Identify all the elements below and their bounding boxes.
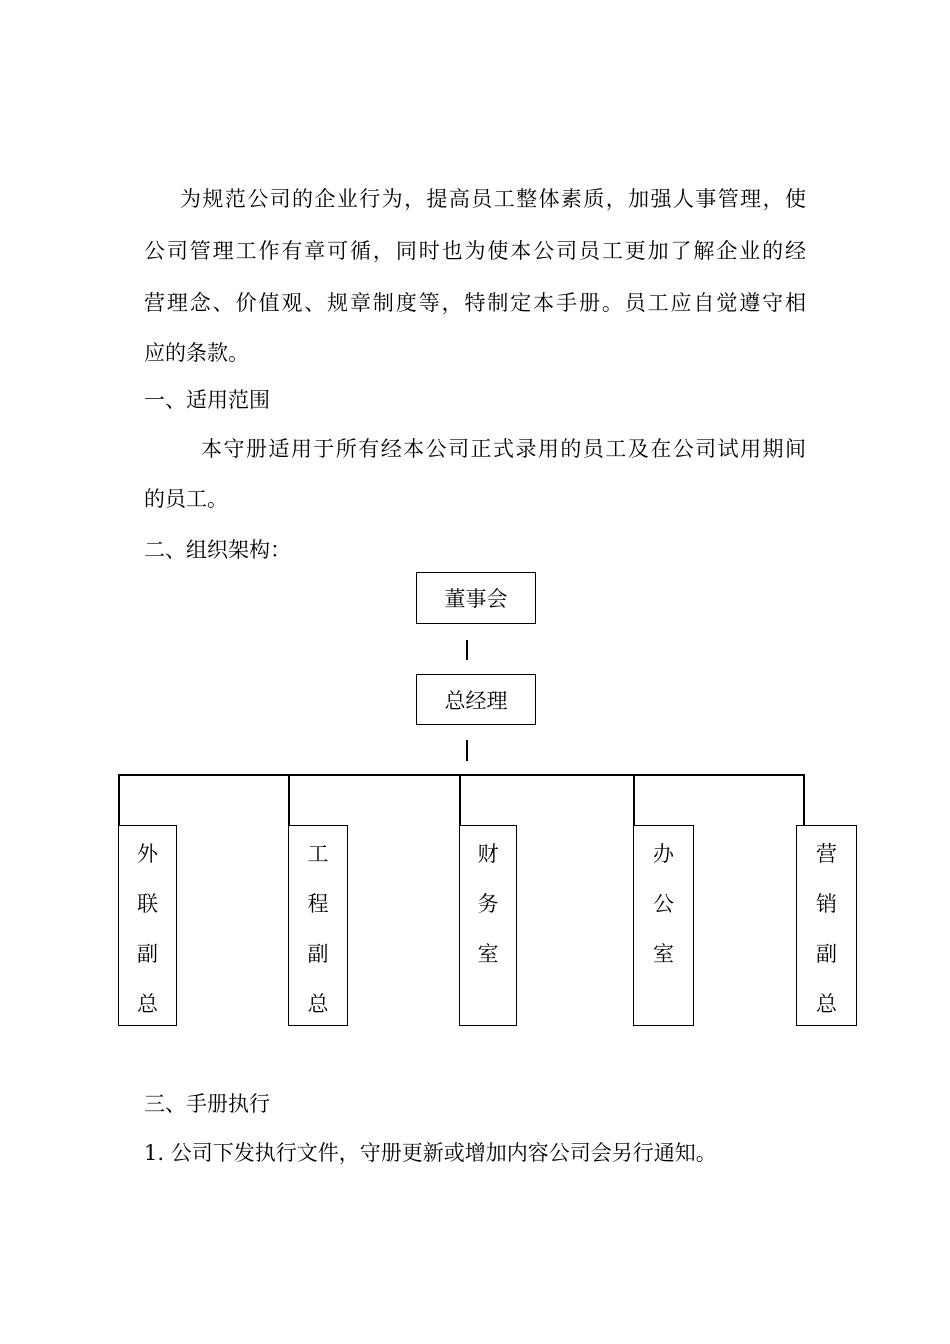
org-box-char: 销 <box>816 892 837 916</box>
org-box-char: 副 <box>137 942 158 966</box>
org-box-general-manager: 总经理 <box>416 674 536 725</box>
org-box-char: 室 <box>477 942 499 966</box>
org-box-office <box>633 825 694 1026</box>
connector-drop-sales <box>803 774 805 826</box>
org-box-char: 财 <box>477 842 499 866</box>
org-box-char: 务 <box>477 892 499 916</box>
connector-drop-office <box>633 774 635 826</box>
org-box-board: 董事会 <box>416 572 536 624</box>
org-box-char: 副 <box>816 942 837 966</box>
org-box-char: 工 <box>307 842 329 866</box>
connector-board-gm <box>466 640 468 660</box>
org-box-char: 副 <box>307 942 329 966</box>
org-box-char: 总 <box>816 992 837 1016</box>
connector-drop-external <box>118 774 120 826</box>
org-box-char: 办 <box>653 842 674 866</box>
intro-line-2: 公司管理工作有章可循，同时也为使本公司员工更加了解企业的经 <box>144 239 806 263</box>
org-box-engineering-vp <box>288 825 348 1026</box>
section-heading-execution: 三、手册执行 <box>144 1092 270 1116</box>
intro-line-4: 应的条款。 <box>144 341 249 365</box>
scope-line-1: 本守册适用于所有经本公司正式录用的员工及在公司试用期间 <box>201 437 806 461</box>
connector-horizontal-bus <box>118 774 805 776</box>
connector-drop-finance <box>459 774 461 826</box>
connector-drop-engineering <box>288 774 290 826</box>
org-box-char: 总 <box>307 992 329 1016</box>
org-box-sales-vp <box>796 825 857 1026</box>
intro-line-1: 为规范公司的企业行为，提高员工整体素质，加强人事管理，使 <box>180 187 806 211</box>
org-box-external-vp <box>118 825 177 1026</box>
connector-gm-bus <box>466 740 468 761</box>
org-box-char: 总 <box>137 992 158 1016</box>
section-heading-org: 二、组织架构： <box>144 538 291 562</box>
org-box-finance <box>459 825 517 1026</box>
section-heading-scope: 一、适用范围 <box>144 388 270 412</box>
org-box-char: 外 <box>137 842 158 866</box>
org-box-char: 营 <box>816 842 837 866</box>
intro-line-3: 营理念、价值观、规章制度等，特制定本手册。员工应自觉遵守相 <box>144 291 806 315</box>
org-box-char: 联 <box>137 892 158 916</box>
org-box-char: 公 <box>653 892 674 916</box>
org-box-char: 室 <box>653 942 674 966</box>
scope-line-2: 的员工。 <box>144 487 228 511</box>
org-box-char: 程 <box>307 892 329 916</box>
execution-item-1: 1. 公司下发执行文件，守册更新或增加内容公司会另行通知。 <box>144 1141 717 1165</box>
